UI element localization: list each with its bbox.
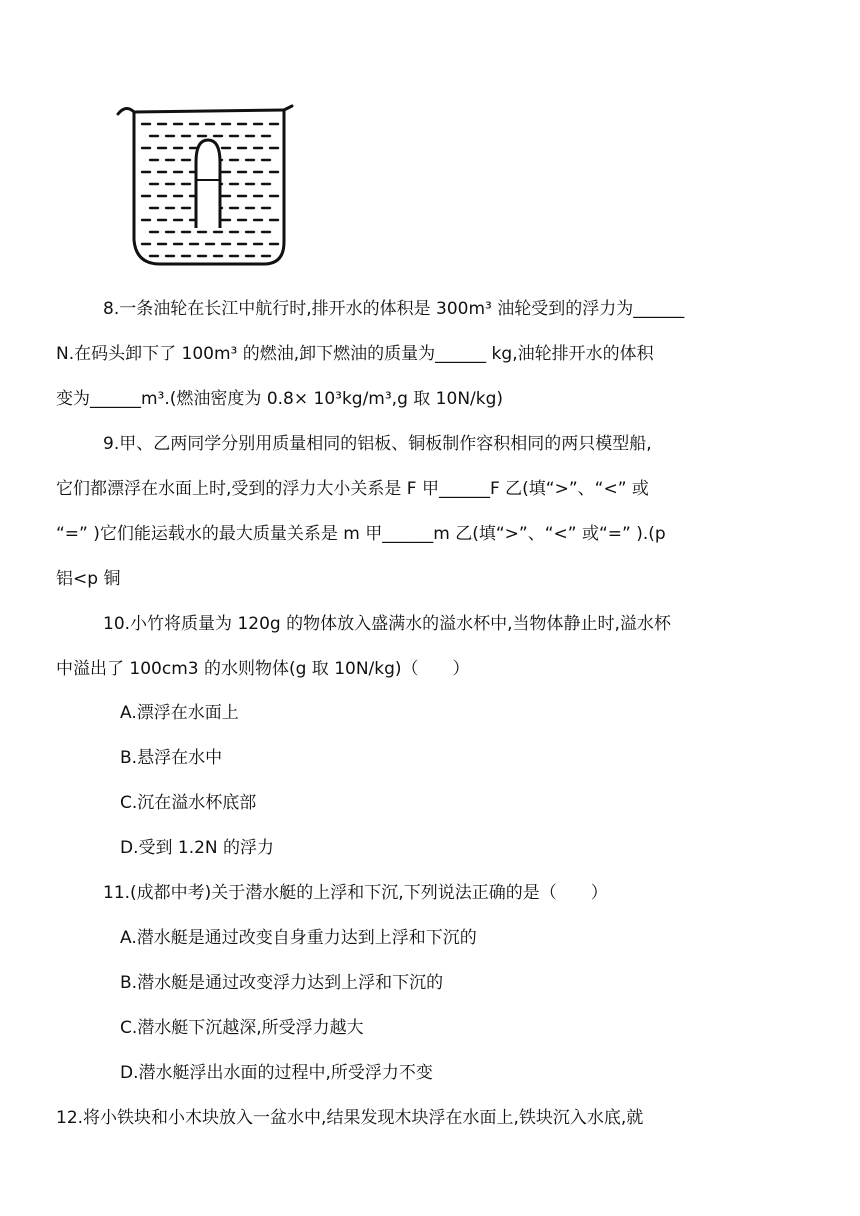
q12-line-1: 12.将小铁块和小木块放入一盆水中,结果发现木块浮在水面上,铁块沉入水底,就 (56, 1108, 644, 1128)
q11-option-d: D.潜水艇浮出水面的过程中,所受浮力不变 (120, 1063, 433, 1083)
q10-line-1: 10.小竹将质量为 120g 的物体放入盛满水的溢水杯中,当物体静止时,溢水杯 (103, 614, 671, 634)
q9-line-3: “=” )它们能运载水的最大质量关系是 m 甲______m 乙(填“>”、“<” 或“=” ).(p (56, 524, 666, 544)
q10-option-c: C.沉在溢水杯底部 (120, 793, 257, 813)
q11-option-b: B.潜水艇是通过改变浮力达到上浮和下沉的 (120, 973, 444, 993)
q11-line-1: 11.(成都中考)关于潜水艇的上浮和下沉,下列说法正确的是（ ） (103, 883, 608, 903)
q8-line-2: N.在码头卸下了 100m³ 的燃油,卸下燃油的质量为______ kg,油轮排开水的体积 (56, 344, 654, 364)
q10-line-2: 中溢出了 100cm3 的水则物体(g 取 10N/kg)（ ） (56, 659, 470, 679)
q10-option-b: B.悬浮在水中 (120, 748, 223, 768)
beaker-figure (112, 100, 302, 270)
q8-line-3: 变为______m³.(燃油密度为 0.8× 10³kg/m³,g 取 10N/kg) (56, 389, 504, 409)
q10-option-d: D.受到 1.2N 的浮力 (120, 838, 275, 858)
q9-line-1: 9.甲、乙两同学分别用质量相同的铝板、铜板制作容积相同的两只模型船, (103, 434, 652, 454)
q10-option-a: A.漂浮在水面上 (120, 703, 239, 723)
test-tube (196, 140, 220, 228)
q11-option-a: A.潜水艇是通过改变自身重力达到上浮和下沉的 (120, 928, 477, 948)
q9-line-2: 它们都漂浮在水面上时,受到的浮力大小关系是 F 甲______F 乙(填“>”、“<” 或 (56, 479, 649, 499)
q8-line-1: 8.一条油轮在长江中航行时,排开水的体积是 300m³ 油轮受到的浮力为______ (103, 299, 685, 319)
q9-line-4: 铝<p 铜 (56, 569, 121, 589)
q11-option-c: C.潜水艇下沉越深,所受浮力越大 (120, 1018, 364, 1038)
